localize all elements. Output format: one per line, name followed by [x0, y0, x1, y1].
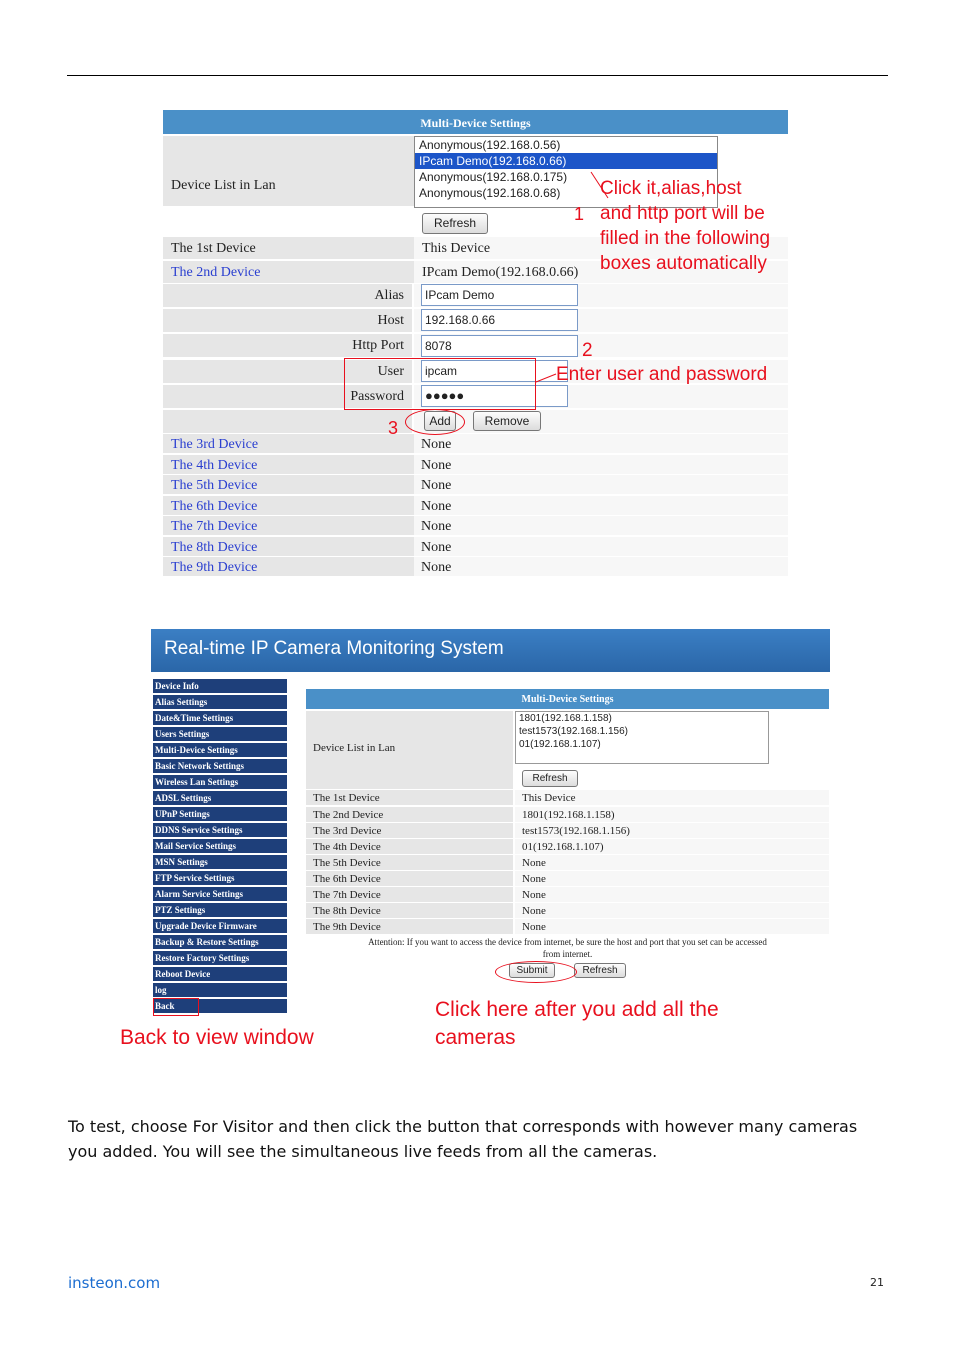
sidebar-item[interactable]: log	[153, 983, 287, 997]
device-label[interactable]: The 7th Device	[306, 887, 513, 902]
device-list-label: Device List in Lan	[306, 711, 513, 789]
annotation-submit-circle	[495, 961, 577, 983]
http-port-input[interactable]: 8078	[421, 335, 578, 357]
device-value: None	[414, 537, 788, 556]
device-list-label: Device List in Lan	[163, 136, 420, 206]
annotation-enter-note: Enter user and password	[556, 364, 768, 385]
annotation-back-note: Back to view window	[120, 1026, 314, 1049]
device-label[interactable]: The 3rd Device	[163, 434, 420, 453]
device-label[interactable]: The 7th Device	[163, 516, 420, 535]
device-label[interactable]: The 8th Device	[306, 903, 513, 918]
device-label[interactable]: The 5th Device	[163, 475, 420, 494]
device-value: None	[515, 887, 829, 902]
sidebar-item[interactable]: Alarm Service Settings	[153, 887, 287, 901]
annotation-add-circle	[405, 409, 465, 435]
device-value: None	[414, 516, 788, 535]
device-list-option[interactable]: Anonymous(192.168.0.68)	[419, 186, 561, 200]
device-label[interactable]: The 5th Device	[306, 855, 513, 870]
device-value: 1801(192.168.1.158)	[515, 807, 829, 822]
sidebar-item[interactable]: Alias Settings	[153, 695, 287, 709]
annotation-arrows	[0, 0, 954, 600]
note-line: and http port will be	[600, 203, 765, 224]
annotation-highlight-box	[344, 358, 536, 410]
submit-button[interactable]: Submit	[509, 963, 555, 978]
footer-site-link[interactable]: insteon.com	[68, 1274, 161, 1292]
sidebar-item-back[interactable]: Back	[153, 999, 287, 1013]
sidebar-item[interactable]: Reboot Device	[153, 967, 287, 981]
alias-label: Alias	[163, 284, 412, 307]
sidebar-item[interactable]: ADSL Settings	[153, 791, 287, 805]
device-label[interactable]: The 3rd Device	[306, 823, 513, 838]
http-port-label: Http Port	[163, 334, 412, 357]
sidebar-item[interactable]: Upgrade Device Firmware	[153, 919, 287, 933]
device-value: None	[515, 871, 829, 886]
device-list-box[interactable]	[515, 711, 769, 764]
second-device-value: IPcam Demo(192.168.0.66)	[414, 261, 788, 283]
alias-input[interactable]: IPcam Demo	[421, 284, 578, 306]
sidebar-item[interactable]: Wireless Lan Settings	[153, 775, 287, 789]
device-label[interactable]: The 6th Device	[306, 871, 513, 886]
annotation-number-1: 1	[574, 204, 585, 224]
host-label: Host	[163, 309, 412, 332]
device-list-option[interactable]: 01(192.168.1.107)	[519, 739, 601, 750]
device-list-option[interactable]: 1801(192.168.1.158)	[519, 713, 612, 724]
sidebar-item[interactable]: MSN Settings	[153, 855, 287, 869]
sidebar-item[interactable]: Backup & Restore Settings	[153, 935, 287, 949]
annotation-back-box	[153, 998, 199, 1016]
note-line: cameras	[435, 1026, 516, 1049]
sidebar-item[interactable]: Device Info	[153, 679, 287, 693]
device-value: 01(192.168.1.107)	[515, 839, 829, 854]
host-input[interactable]: 192.168.0.66	[421, 309, 578, 331]
first-device-value: This Device	[414, 237, 788, 259]
section-header: Multi-Device Settings	[163, 110, 788, 134]
device-value: None	[414, 475, 788, 494]
user-input[interactable]: ipcam	[421, 360, 568, 382]
attention-line: Attention: If you want to access the device from internet, be sure the host and port that you set can be accessed	[368, 937, 767, 947]
sidebar-item[interactable]: DDNS Service Settings	[153, 823, 287, 837]
attention-line: from internet.	[542, 949, 593, 959]
section-header: Multi-Device Settings	[306, 689, 829, 709]
device-value: None	[414, 557, 788, 576]
annotation-number-2: 2	[582, 340, 593, 361]
password-label: Password	[163, 385, 412, 408]
refresh-button[interactable]: Refresh	[522, 770, 578, 787]
device-value: None	[414, 434, 788, 453]
note-line: filled in the following	[600, 228, 771, 249]
annotation-number-3: 3	[388, 418, 399, 438]
sidebar-item[interactable]: Date&Time Settings	[153, 711, 287, 725]
sidebar-item[interactable]: PTZ Settings	[153, 903, 287, 917]
device-label[interactable]: The 9th Device	[163, 557, 420, 576]
sidebar-item[interactable]: Users Settings	[153, 727, 287, 741]
device-label[interactable]: The 6th Device	[163, 496, 420, 515]
device-label: The 1st Device	[306, 790, 513, 805]
user-label: User	[163, 360, 412, 383]
device-value: None	[515, 903, 829, 918]
remove-button[interactable]: Remove	[473, 411, 541, 431]
device-value: None	[515, 919, 829, 934]
device-list-option[interactable]: Anonymous(192.168.0.56)	[419, 138, 561, 152]
device-value: None	[515, 855, 829, 870]
first-device-label: The 1st Device	[163, 237, 420, 259]
device-value: test1573(192.168.1.156)	[515, 823, 829, 838]
sidebar-item[interactable]: Basic Network Settings	[153, 759, 287, 773]
annotation-submit-note	[435, 996, 719, 1052]
device-label[interactable]: The 2nd Device	[306, 807, 513, 822]
sidebar-item[interactable]: Multi-Device Settings	[153, 743, 287, 757]
add-button[interactable]: Add	[424, 411, 456, 431]
device-value: None	[414, 496, 788, 515]
device-value: This Device	[515, 790, 829, 805]
device-label[interactable]: The 8th Device	[163, 537, 420, 556]
device-label[interactable]: The 9th Device	[306, 919, 513, 934]
page-number: 21	[870, 1276, 884, 1289]
attention-note	[306, 936, 829, 960]
device-label[interactable]: The 4th Device	[306, 839, 513, 854]
sidebar-item[interactable]: FTP Service Settings	[153, 871, 287, 885]
body-paragraph: To test, choose For Visitor and then click the button that corresponds with however many cameras you added. You will see the simultaneous live feeds from all the cameras.	[68, 1117, 858, 1161]
sidebar-item[interactable]: UPnP Settings	[153, 807, 287, 821]
device-list-option[interactable]: Anonymous(192.168.0.175)	[419, 170, 568, 184]
password-input[interactable]: ●●●●●	[421, 385, 568, 407]
note-line: boxes automatically	[600, 253, 767, 274]
device-value: None	[414, 455, 788, 474]
second-device-label[interactable]: The 2nd Device	[163, 261, 420, 283]
device-label[interactable]: The 4th Device	[163, 455, 420, 474]
refresh-button[interactable]: Refresh	[422, 213, 488, 234]
annotation-click-note	[600, 176, 770, 276]
refresh-button-bottom[interactable]: Refresh	[574, 963, 626, 978]
sidebar-item[interactable]: Mail Service Settings	[153, 839, 287, 853]
note-line: Click here after you add all the	[435, 998, 719, 1021]
device-list-option-selected[interactable]: IPcam Demo(192.168.0.66)	[415, 153, 717, 169]
sidebar-item[interactable]: Restore Factory Settings	[153, 951, 287, 965]
app-banner-title: Real-time IP Camera Monitoring System	[151, 629, 830, 672]
note-line: Click it,alias,host	[600, 178, 742, 199]
device-list-option[interactable]: test1573(192.168.1.156)	[519, 726, 628, 737]
